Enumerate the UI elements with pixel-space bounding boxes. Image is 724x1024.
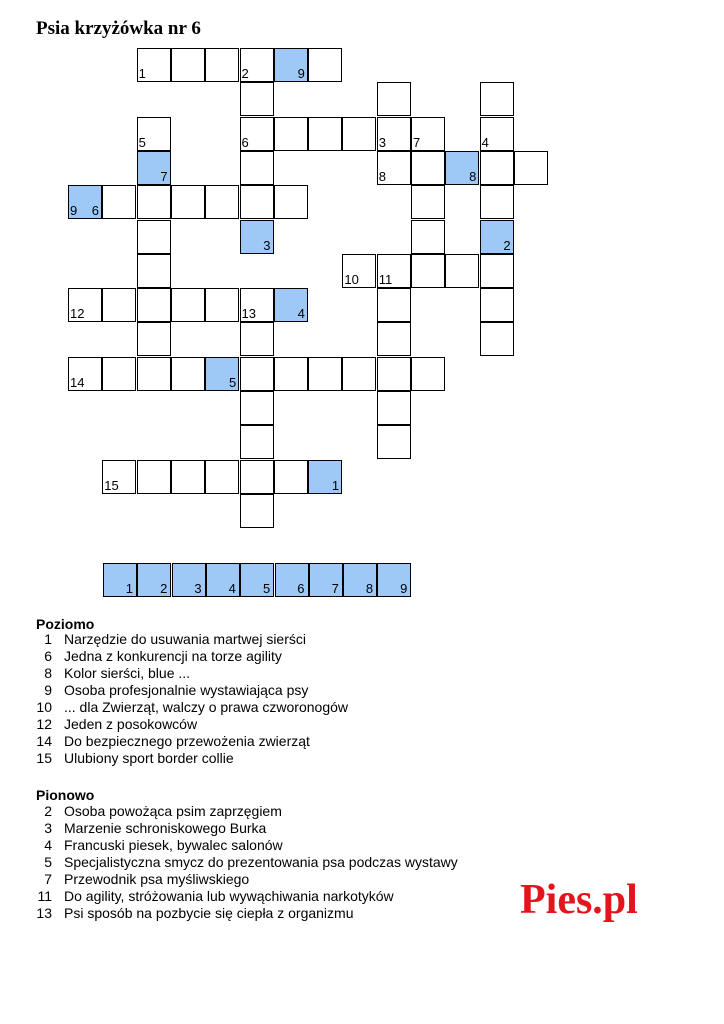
- clue-item: [30, 750, 234, 766]
- crossword-cell[interactable]: [240, 425, 274, 459]
- solution-key-number: 2: [160, 581, 168, 596]
- crossword-cell[interactable]: [480, 82, 514, 116]
- across-heading: Poziomo: [36, 616, 95, 632]
- crossword-cell[interactable]: [377, 151, 411, 185]
- crossword-cell[interactable]: [171, 288, 205, 322]
- solution-cell[interactable]: [377, 563, 411, 597]
- crossword-cell[interactable]: [137, 322, 171, 356]
- clue-item-text: Narzędzie do usuwania martwej sierści: [64, 631, 306, 647]
- clue-item-text: Do agility, stróżowania lub wywąchiwania narkotyków: [64, 888, 394, 904]
- clue-item-number: 2: [44, 803, 52, 819]
- crossword-cell[interactable]: [137, 117, 171, 151]
- crossword-cell[interactable]: [240, 322, 274, 356]
- pies-pl-logo[interactable]: Pies.pl: [520, 877, 638, 923]
- crossword-cell[interactable]: [240, 48, 274, 82]
- solution-key-number: 6: [297, 581, 305, 596]
- crossword-cell[interactable]: [137, 357, 171, 391]
- clue-number: 7: [413, 134, 421, 150]
- crossword-cell[interactable]: [377, 82, 411, 116]
- crossword-cell[interactable]: [480, 117, 514, 151]
- crossword-cell[interactable]: [377, 288, 411, 322]
- clue-item: [30, 803, 282, 819]
- crossword-cell[interactable]: [342, 254, 376, 288]
- crossword-cell[interactable]: [274, 357, 308, 391]
- clue-item-number: 3: [44, 820, 52, 836]
- clue-item-text: Osoba profesjonalnie wystawiająca psy: [64, 682, 309, 698]
- clue-number: 11: [378, 271, 393, 287]
- solution-cell[interactable]: [240, 563, 274, 597]
- crossword-cell[interactable]: [411, 117, 445, 151]
- crossword-cell[interactable]: [137, 460, 171, 494]
- solution-cell[interactable]: [343, 563, 377, 597]
- crossword-cell[interactable]: [445, 151, 479, 185]
- solution-key-number: 8: [469, 168, 477, 184]
- crossword-cell[interactable]: [240, 391, 274, 425]
- crossword-cell[interactable]: [240, 288, 274, 322]
- crossword-cell[interactable]: [274, 288, 308, 322]
- crossword-cell[interactable]: [205, 460, 239, 494]
- solution-key-number: 4: [297, 306, 305, 322]
- crossword-cell[interactable]: [411, 151, 445, 185]
- solution-cell[interactable]: [309, 563, 343, 597]
- clue-item-text: ... dla Zwierząt, walczy o prawa czworonogów: [64, 699, 348, 715]
- clue-item-text: Kolor sierści, blue ...: [64, 665, 191, 681]
- crossword-cell[interactable]: [308, 460, 342, 494]
- down-heading: Pionowo: [36, 787, 95, 803]
- clue-number: 10: [344, 271, 359, 287]
- clue-item-text: Przewodnik psa myśliwskiego: [64, 871, 250, 887]
- crossword-cell[interactable]: [240, 117, 274, 151]
- solution-cell[interactable]: [206, 563, 240, 597]
- crossword-cell[interactable]: [240, 357, 274, 391]
- solution-key-number: 3: [194, 581, 202, 596]
- crossword-cell[interactable]: [171, 185, 205, 219]
- crossword-cell[interactable]: [411, 220, 445, 254]
- clue-item: [30, 854, 458, 870]
- crossword-cell[interactable]: [240, 494, 274, 528]
- crossword-cell[interactable]: [205, 357, 239, 391]
- crossword-cell[interactable]: [137, 151, 171, 185]
- clue-item-number: 12: [36, 716, 52, 732]
- clue-item-text: Do bezpiecznego przewożenia zwierząt: [64, 733, 310, 749]
- solution-key-number: 7: [331, 581, 339, 596]
- crossword-cell[interactable]: [274, 117, 308, 151]
- clue-item-number: 4: [44, 837, 52, 853]
- clue-item: [30, 905, 354, 921]
- crossword-cell[interactable]: [205, 185, 239, 219]
- clue-item-text: Jeden z posokowców: [64, 716, 198, 732]
- clue-number: 3: [378, 134, 386, 150]
- clue-item: [30, 682, 308, 698]
- clue-number: 1: [138, 66, 146, 81]
- solution-key-number: 9: [297, 66, 305, 81]
- crossword-cell[interactable]: [240, 151, 274, 185]
- crossword-cell[interactable]: [377, 117, 411, 151]
- clue-number: 9: [70, 203, 78, 219]
- clue-number: 13: [241, 306, 256, 322]
- page-title: Psia krzyżówka nr 6: [36, 18, 201, 39]
- solution-key-number: 5: [228, 374, 237, 390]
- crossword-cell[interactable]: [137, 254, 171, 288]
- clue-item-number: 5: [44, 854, 52, 870]
- crossword-cell[interactable]: [445, 254, 479, 288]
- clue-item-number: 15: [36, 750, 52, 766]
- crossword-cell[interactable]: [411, 357, 445, 391]
- solution-key-number: 4: [228, 581, 236, 596]
- crossword-cell[interactable]: [377, 357, 411, 391]
- crossword-cell[interactable]: [171, 357, 205, 391]
- crossword-cell[interactable]: [308, 357, 342, 391]
- crossword-cell[interactable]: [137, 48, 171, 82]
- solution-key-number: 1: [125, 581, 133, 596]
- crossword-cell[interactable]: [137, 220, 171, 254]
- crossword-cell[interactable]: [68, 357, 102, 391]
- solution-key-number: 7: [160, 168, 168, 184]
- clue-item-text: Jedna z konkurencji na torze agility: [64, 648, 282, 664]
- clue-item-number: 1: [44, 631, 52, 647]
- solution-cell[interactable]: [137, 563, 171, 597]
- clue-item: [30, 665, 190, 681]
- crossword-cell[interactable]: [137, 288, 171, 322]
- clue-item-number: 13: [36, 905, 52, 921]
- clue-number: 4: [481, 134, 489, 150]
- clue-number: 2: [241, 66, 249, 81]
- crossword-cell[interactable]: [308, 117, 342, 151]
- clue-item-number: 9: [44, 682, 52, 698]
- clue-item: [30, 820, 266, 836]
- crossword-cell[interactable]: [377, 254, 411, 288]
- crossword-cell[interactable]: [274, 460, 308, 494]
- crossword-cell[interactable]: [205, 48, 239, 82]
- clue-item: [30, 871, 249, 887]
- solution-cell[interactable]: [275, 563, 309, 597]
- clue-item: [30, 699, 348, 715]
- solution-key-number: 9: [400, 581, 408, 596]
- crossword-cell[interactable]: [240, 82, 274, 116]
- solution-key-number: 6: [91, 203, 99, 219]
- crossword-cell[interactable]: [342, 117, 376, 151]
- crossword-cell[interactable]: [102, 288, 136, 322]
- crossword-cell[interactable]: [377, 322, 411, 356]
- solution-key-number: 5: [262, 581, 271, 596]
- clue-item-text: Francuski piesek, bywalec salonów: [64, 837, 283, 853]
- clue-item-number: 11: [37, 888, 52, 904]
- crossword-cell[interactable]: [411, 185, 445, 219]
- crossword-cell[interactable]: [480, 322, 514, 356]
- solution-key-number: 3: [263, 237, 271, 253]
- crossword-cell[interactable]: [342, 357, 376, 391]
- clue-item-number: 10: [36, 699, 52, 715]
- clue-item-text: Specjalistyczna smycz do prezentowania psa podczas wystawy: [64, 854, 458, 870]
- clue-item: [30, 648, 282, 664]
- clue-number: 6: [241, 134, 249, 150]
- crossword-cell[interactable]: [308, 48, 342, 82]
- clue-item-text: Psi sposób na pozbycie się ciepła z organizmu: [64, 905, 354, 921]
- solution-key-number: 2: [503, 237, 511, 253]
- solution-cell[interactable]: [103, 563, 137, 597]
- clue-item-text: Marzenie schroniskowego Burka: [64, 820, 267, 836]
- clue-item-text: Ulubiony sport border collie: [64, 750, 234, 766]
- crossword-cell[interactable]: [514, 151, 548, 185]
- crossword-cell[interactable]: [68, 288, 102, 322]
- crossword-cell[interactable]: [102, 460, 136, 494]
- crossword-cell[interactable]: [411, 254, 445, 288]
- crossword-cell[interactable]: [171, 460, 205, 494]
- clue-item-number: 8: [44, 665, 52, 681]
- clue-item-number: 6: [44, 648, 52, 664]
- clue-item: [30, 888, 394, 904]
- clue-number: 15: [104, 477, 119, 493]
- crossword-cell[interactable]: [205, 288, 239, 322]
- crossword-cell[interactable]: [480, 151, 514, 185]
- crossword-cell[interactable]: [480, 220, 514, 254]
- crossword-cell[interactable]: [480, 254, 514, 288]
- solution-key-number: 1: [331, 477, 340, 493]
- crossword-cell[interactable]: [240, 220, 274, 254]
- clue-number: 8: [378, 168, 386, 184]
- crossword-cell[interactable]: [240, 460, 274, 494]
- crossword-cell[interactable]: [102, 185, 136, 219]
- crossword-cell[interactable]: [68, 185, 102, 219]
- clue-item: [30, 631, 306, 647]
- clue-item-number: 7: [44, 871, 52, 887]
- crossword-cell[interactable]: [137, 185, 171, 219]
- solution-key-number: 8: [365, 581, 374, 596]
- crossword-cell[interactable]: [480, 185, 514, 219]
- crossword-cell[interactable]: [377, 391, 411, 425]
- clue-number: 12: [70, 306, 85, 322]
- clue-item: [30, 716, 197, 732]
- crossword-cell[interactable]: [171, 48, 205, 82]
- crossword-cell[interactable]: [274, 185, 308, 219]
- clue-item: [30, 733, 310, 749]
- crossword-cell[interactable]: [377, 425, 411, 459]
- clue-item-number: 14: [36, 733, 52, 749]
- clue-item-text: Osoba powożąca psim zaprzęgiem: [64, 803, 282, 819]
- clue-number: 5: [138, 134, 146, 150]
- clue-number: 14: [70, 374, 85, 390]
- crossword-cell[interactable]: [274, 48, 308, 82]
- crossword-cell[interactable]: [240, 185, 274, 219]
- crossword-cell[interactable]: [480, 288, 514, 322]
- crossword-cell[interactable]: [102, 357, 136, 391]
- clue-item: [30, 837, 283, 853]
- solution-cell[interactable]: [172, 563, 206, 597]
